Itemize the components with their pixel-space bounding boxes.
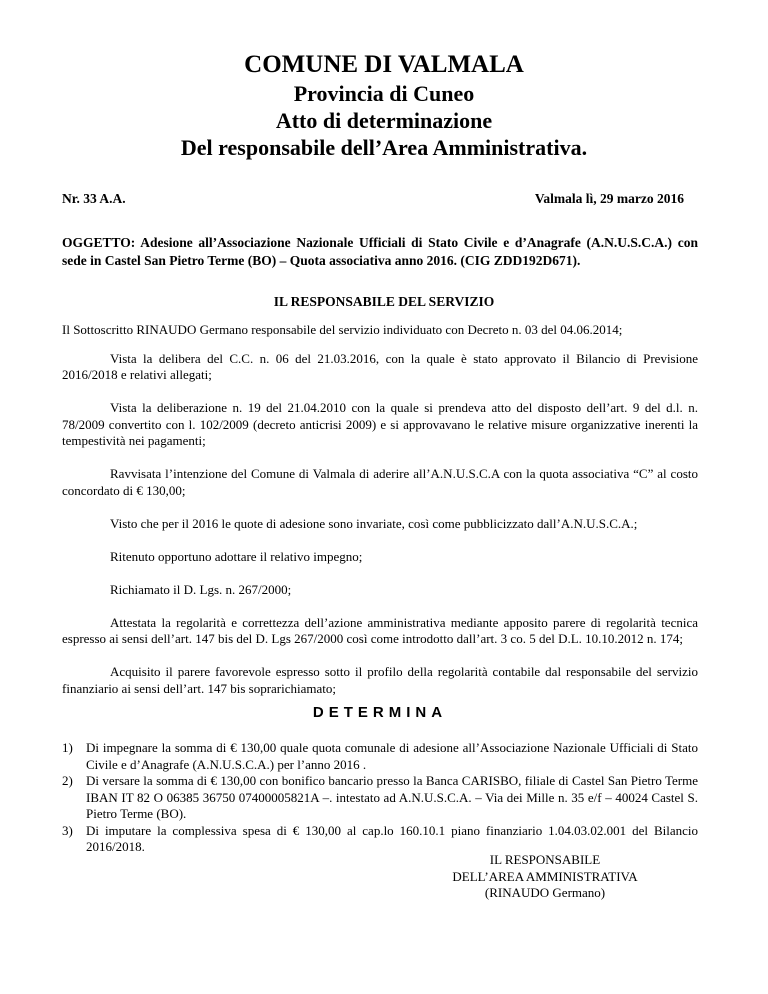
document-body <box>62 322 698 714</box>
body-paragraph: Ritenuto opportuno adottare il relativo impegno; <box>110 548 363 564</box>
signature-role: DELL’AREA AMMINISTRATIVA <box>452 868 638 884</box>
list-item <box>62 823 698 856</box>
act-place-date: Valmala lì, 29 marzo 2016 <box>534 191 684 206</box>
body-paragraph: Visto che per il 2016 le quote di adesione sono invariate, così come pubblicizzato dall’A.N.U.S.C.A.; <box>110 515 638 531</box>
item-text: Di imputare la complessiva spesa di € 130,00 al cap.lo 160.10.1 piano finanziario 1.04.03.02.001 del Bilancio 2016/2018. <box>86 822 698 854</box>
determination-list <box>62 740 698 856</box>
body-paragraph: Richiamato il D. Lgs. n. 267/2000; <box>110 581 292 597</box>
act-type: Atto di determinazione <box>275 108 493 133</box>
document-header <box>0 50 768 161</box>
body-paragraph: Acquisito il parere favorevole espresso sotto il profilo della regolarità contabile dal responsabile del servizio finanziario ai sensi dell’art. 147 bis soprarichiamato; <box>62 664 698 696</box>
item-number: 2) <box>62 773 73 788</box>
act-number: Nr. 33 A.A. <box>62 191 126 206</box>
province-name: Provincia di Cuneo <box>293 81 475 106</box>
section-title: IL RESPONSABILE DEL SERVIZIO <box>273 294 495 309</box>
item-number: 1) <box>62 740 73 755</box>
signature-title: IL RESPONSABILE <box>489 852 601 867</box>
body-paragraph: Vista la delibera del C.C. n. 06 del 21.03.2016, con la quale è stato approvato il Bilancio di Previsione 2016/2018 e relativi allegati; <box>62 350 698 382</box>
item-text: Di impegnare la somma di € 130,00 quale quota comunale di adesione all’Associazione Nazionale Ufficiali di Stato Civile e d’Anagrafe (A.N.U.S.C.A.) per l’anno 2016 . <box>86 740 698 772</box>
signature-name: (RINAUDO Germano) <box>484 885 606 900</box>
body-paragraph: Attestata la regolarità e correttezza dell’azione amministrativa mediante apposito parere di regolarità tecnica espresso ai sensi dell’art. 147 bis del D. Lgs 267/2000 così come introdotto dall’art. 3 co. 5 del D.L. 10.10.2012 n. 174; <box>62 614 698 646</box>
item-text: Di versare la somma di € 130,00 con bonifico bancario presso la Banca CARISBO, filiale di Castel San Pietro Terme IBAN IT 82 O 06385 36750 07400005821A –. intestato ad A.N.U.S.C.A. – Via dei Mille n. 35 e/f – 40024 Castel S. Pietro Terme (BO). <box>86 773 698 821</box>
list-item <box>62 773 698 823</box>
act-issuer: Del responsabile dell’Area Amministrativa. <box>180 135 588 160</box>
list-item <box>62 740 698 773</box>
signature-block <box>430 852 660 902</box>
body-paragraph: Ravvisata l’intenzione del Comune di Valmala di aderire all’A.N.U.S.C.A con la quota associativa “C” al costo concordato di € 130,00; <box>62 466 698 498</box>
body-paragraph: Vista la deliberazione n. 19 del 21.04.2010 con la quale si prendeva atto del disposto dell’art. 9 del d.l. n. 78/2009 convertito con l. 102/2009 (decreto anticrisi 2009) e si approvavano le relative misure organizzative inerenti la tempestività nei pagamenti; <box>62 400 698 448</box>
act-subject: OGGETTO: Adesione all’Associazione Nazionale Ufficiali di Stato Civile e d’Anagrafe (A.N.U.S.C.A.) con sede in Castel San Pietro Terme (BO) – Quota associativa anno 2016. (CIG ZDD192D671). <box>62 235 698 268</box>
determina-title: DETERMINA <box>312 704 448 721</box>
body-paragraph: Il Sottoscritto RINAUDO Germano responsabile del servizio individuato con Decreto n. 03 del 04.06.2014; <box>62 322 623 337</box>
municipality-name: COMUNE DI VALMALA <box>244 51 524 78</box>
item-number: 3) <box>62 822 73 838</box>
